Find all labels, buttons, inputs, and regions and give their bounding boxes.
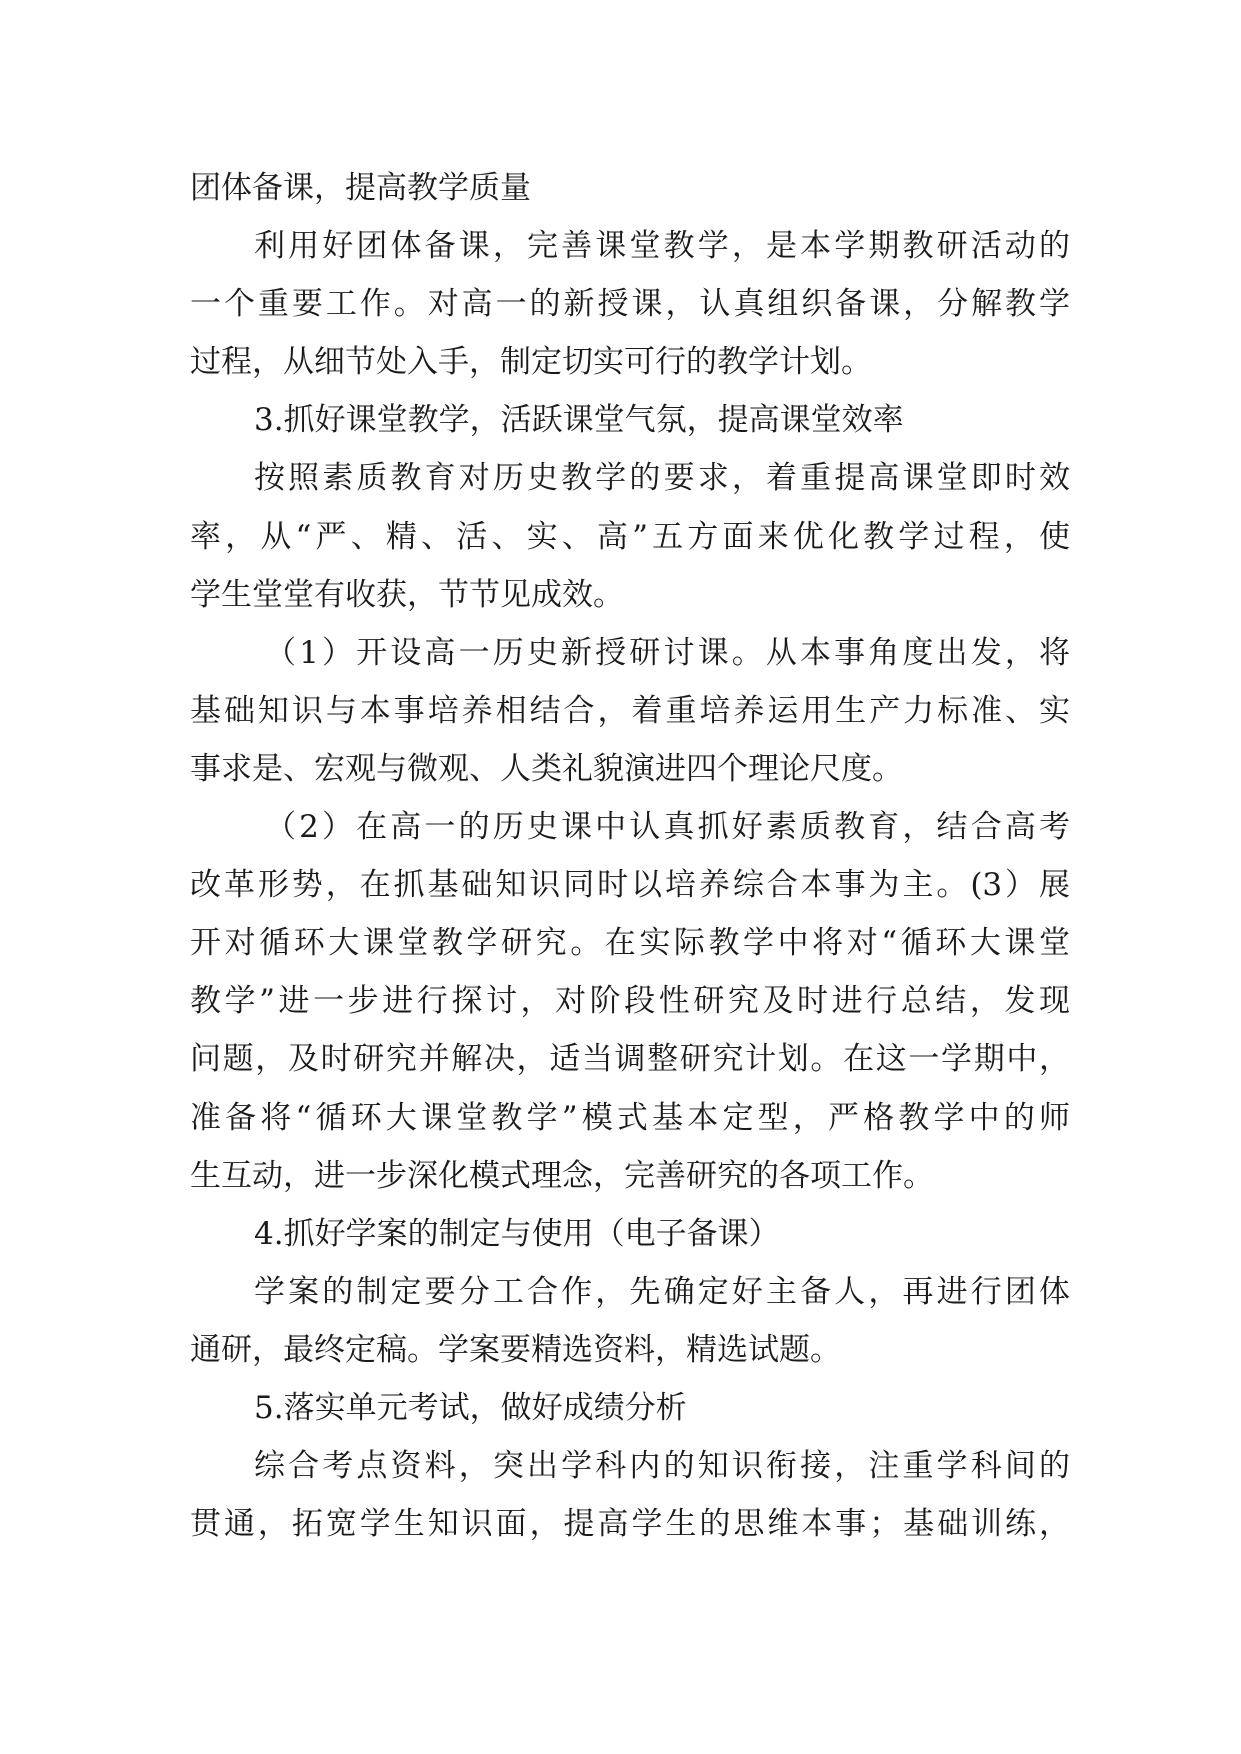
text-line: 综合考点资料，突出学科内的知识衔接，注重学科间的 (254, 1448, 1070, 1485)
text-line: 贯通，拓宽学生知识面，提高学生的思维本事；基础训练， (190, 1506, 1070, 1543)
text-line: 问题，及时研究并解决，适当调整研究计划。在这一学期中， (190, 1041, 1070, 1078)
text-line: 事求是、宏观与微观、人类礼貌演进四个理论尺度。 (190, 750, 903, 787)
text-line: 基础知识与本事培养相结合，着重培养运用生产力标准、实 (190, 692, 1070, 729)
text-line: 4.抓好学案的制定与使用（电子备课） (254, 1215, 780, 1252)
text-line: 教学”进一步进行探讨，对阶段性研究及时进行总结，发现 (190, 983, 1070, 1020)
text-line: 3.抓好课堂教学，活跃课堂气氛，提高课堂效率 (254, 402, 904, 439)
text-line: 利用好团体备课，完善课堂教学，是本学期教研活动的 (254, 228, 1070, 265)
text-line: 通研，最终定稿。学案要精选资料，精选试题。 (190, 1331, 841, 1368)
text-line: 改革形势，在抓基础知识同时以培养综合本事为主。(3）展 (190, 867, 1070, 904)
text-line: （1）开设高一历史新授研讨课。从本事角度出发，将 (265, 634, 1070, 671)
text-line: 过程，从细节处入手，制定切实可行的教学计划。 (190, 344, 872, 381)
text-line: 率，从“严、精、活、实、高”五方面来优化教学过程，使 (190, 518, 1070, 555)
text-line: 生互动，进一步深化模式理念，完善研究的各项工作。 (190, 1157, 934, 1194)
text-line: 5.落实单元考试，做好成绩分析 (254, 1389, 687, 1426)
text-line: 学案的制定要分工合作，先确定好主备人，再进行团体 (254, 1273, 1070, 1310)
text-line: 学生堂堂有收获，节节见成效。 (190, 576, 624, 613)
text-line: 一个重要工作。对高一的新授课，认真组织备课，分解教学 (190, 286, 1070, 323)
text-line: 团体备课，提高教学质量 (190, 170, 531, 206)
text-line: 开对循环大课堂教学研究。在实际教学中将对“循环大课堂 (190, 925, 1070, 962)
text-line: （2）在高一的历史课中认真抓好素质教育，结合高考 (265, 809, 1070, 846)
text-line: 按照素质教育对历史教学的要求，着重提高课堂即时效 (254, 460, 1070, 497)
text-line: 准备将“循环大课堂教学”模式基本定型，严格教学中的师 (190, 1099, 1070, 1136)
document-body (190, 159, 1070, 1553)
